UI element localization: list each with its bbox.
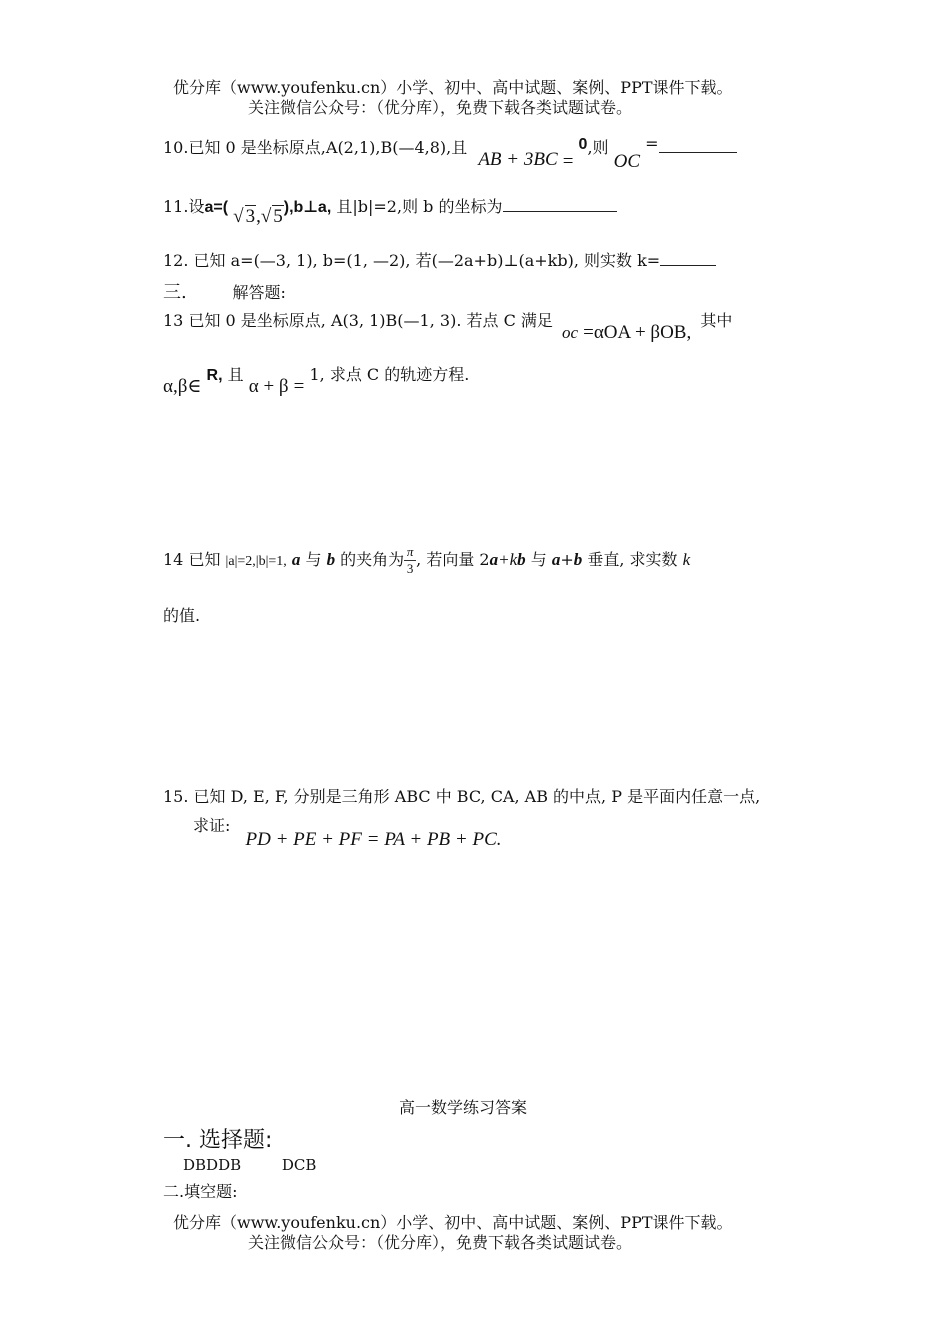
question-12 (163, 250, 716, 272)
q13-oc: oc (562, 323, 579, 342)
q13-qie: 且 (227, 365, 244, 384)
q11-close: ), (283, 199, 294, 216)
q14-k: k (682, 550, 691, 569)
q14-a: a (291, 550, 301, 569)
q14-with: 与 (305, 550, 322, 569)
q11-comma: , (256, 206, 261, 227)
q10-prefix: 10.已知 0 是坐标原点,A(2,1),B(—4,8),且 (163, 138, 468, 157)
q14-a3: a (551, 550, 561, 569)
q14-pi: π (406, 544, 414, 559)
q11-prefix: 11.设 (163, 197, 205, 216)
q13-rest: 1, 求点 C 的轨迹方程. (309, 365, 470, 384)
q10-answer-blank[interactable] (659, 138, 737, 153)
q10-then: ,则 (587, 138, 609, 157)
answers-title: 高一数学练习答案 (399, 1098, 528, 1117)
q13-formula: =αOA + βOB, (583, 322, 692, 343)
q14-with2: 与 (530, 550, 547, 569)
question-11 (163, 195, 617, 227)
q11-eq-open: =( (213, 199, 229, 216)
question-10 (163, 134, 737, 172)
q10-oc: OC (613, 151, 641, 172)
q13-suffix: 其中 (700, 311, 733, 330)
question-14-line-1 (163, 545, 690, 576)
section-3-number: 三. (163, 282, 187, 303)
question-15-line-2 (193, 815, 502, 850)
q14-prefix: 14 已知 (163, 550, 221, 569)
q14-three: 3 (406, 561, 414, 576)
answers-choices-2: DCB (281, 1156, 317, 1174)
q14-fraction-pi-over-3 (404, 545, 416, 576)
q15-prove: 求证: (193, 816, 231, 835)
question-13-line-1 (163, 310, 733, 343)
q11-sqrt3: 3 (245, 206, 256, 227)
q14-perp: 垂直, 求实数 (587, 550, 678, 569)
question-13-line-2 (163, 364, 470, 397)
q11-rest: 且|b|=2,则 b 的坐标为 (336, 197, 503, 216)
q14-mid: , 若向量 2 (416, 550, 490, 569)
q10-eq2: = (645, 134, 659, 153)
q14-plus-k: +k (498, 550, 518, 569)
question-15-line-1: 15. 已知 D, E, F, 分别是三角形 ABC 中 BC, CA, AB 的中点, P 是平面内任意一点, (163, 787, 761, 806)
answers-section-2: 二.填空题: (163, 1182, 238, 1201)
q15-formula: PD + PE + PF = PA + PB + PC. (245, 829, 502, 850)
q11-a: a (204, 199, 214, 216)
q11-answer-blank[interactable] (503, 197, 617, 212)
section-3-title: 解答题: (232, 283, 286, 302)
q10-eq: = (562, 151, 574, 172)
q10-zero-vector: 0 (578, 136, 588, 153)
q14-b3: b (573, 550, 583, 569)
q10-math-ab-3bc: AB + 3BC (478, 149, 558, 170)
q14-abs-values: |a|=2,|b|=1, (225, 554, 287, 569)
footer-line-1: 优分库（www.youfenku.cn）小学、初中、高中试题、案例、PPT课件下载。 (173, 1213, 733, 1232)
q14-b: b (326, 550, 336, 569)
answers-choices (183, 1154, 316, 1176)
q13-eq: = (293, 376, 305, 397)
q13-sum: α + β (248, 376, 289, 397)
answers-choices-1: DBDDB (183, 1156, 242, 1174)
q13-alpha-beta-in: α,β∈ (163, 376, 202, 397)
q14-plus: + (560, 550, 574, 569)
q14-angle: 的夹角为 (340, 550, 405, 569)
section-3-heading (163, 278, 286, 304)
q12-answer-blank[interactable] (660, 251, 716, 266)
footer-line-2: 关注微信公众号：（优分库），免费下载各类试题试卷。 (248, 1233, 633, 1252)
header-line-2: 关注微信公众号：（优分库），免费下载各类试题试卷。 (248, 98, 633, 117)
question-14-line-2: 的值. (163, 606, 201, 625)
q13-prefix: 13 已知 0 是坐标原点, A(3, 1)B(—1, 3). 若点 C 满足 (163, 311, 553, 330)
q11-sqrt5: 5 (273, 206, 283, 227)
q11-vector-components: √ 3,√ 5 (233, 206, 283, 227)
q11-b-perp-a: b⊥a, (293, 199, 332, 216)
header-line-1: 优分库（www.youfenku.cn）小学、初中、高中试题、案例、PPT课件下载。 (173, 78, 733, 97)
q14-b2: b (517, 550, 526, 569)
q13-R: R, (206, 367, 223, 384)
q12-text: 12. 已知 a=(—3, 1), b=(1, —2), 若(—2a+b)⊥(a+kb), 则实数 k= (163, 251, 661, 270)
answers-section-1: 一. 选择题: (163, 1128, 273, 1153)
q14-a2: a (489, 550, 499, 569)
